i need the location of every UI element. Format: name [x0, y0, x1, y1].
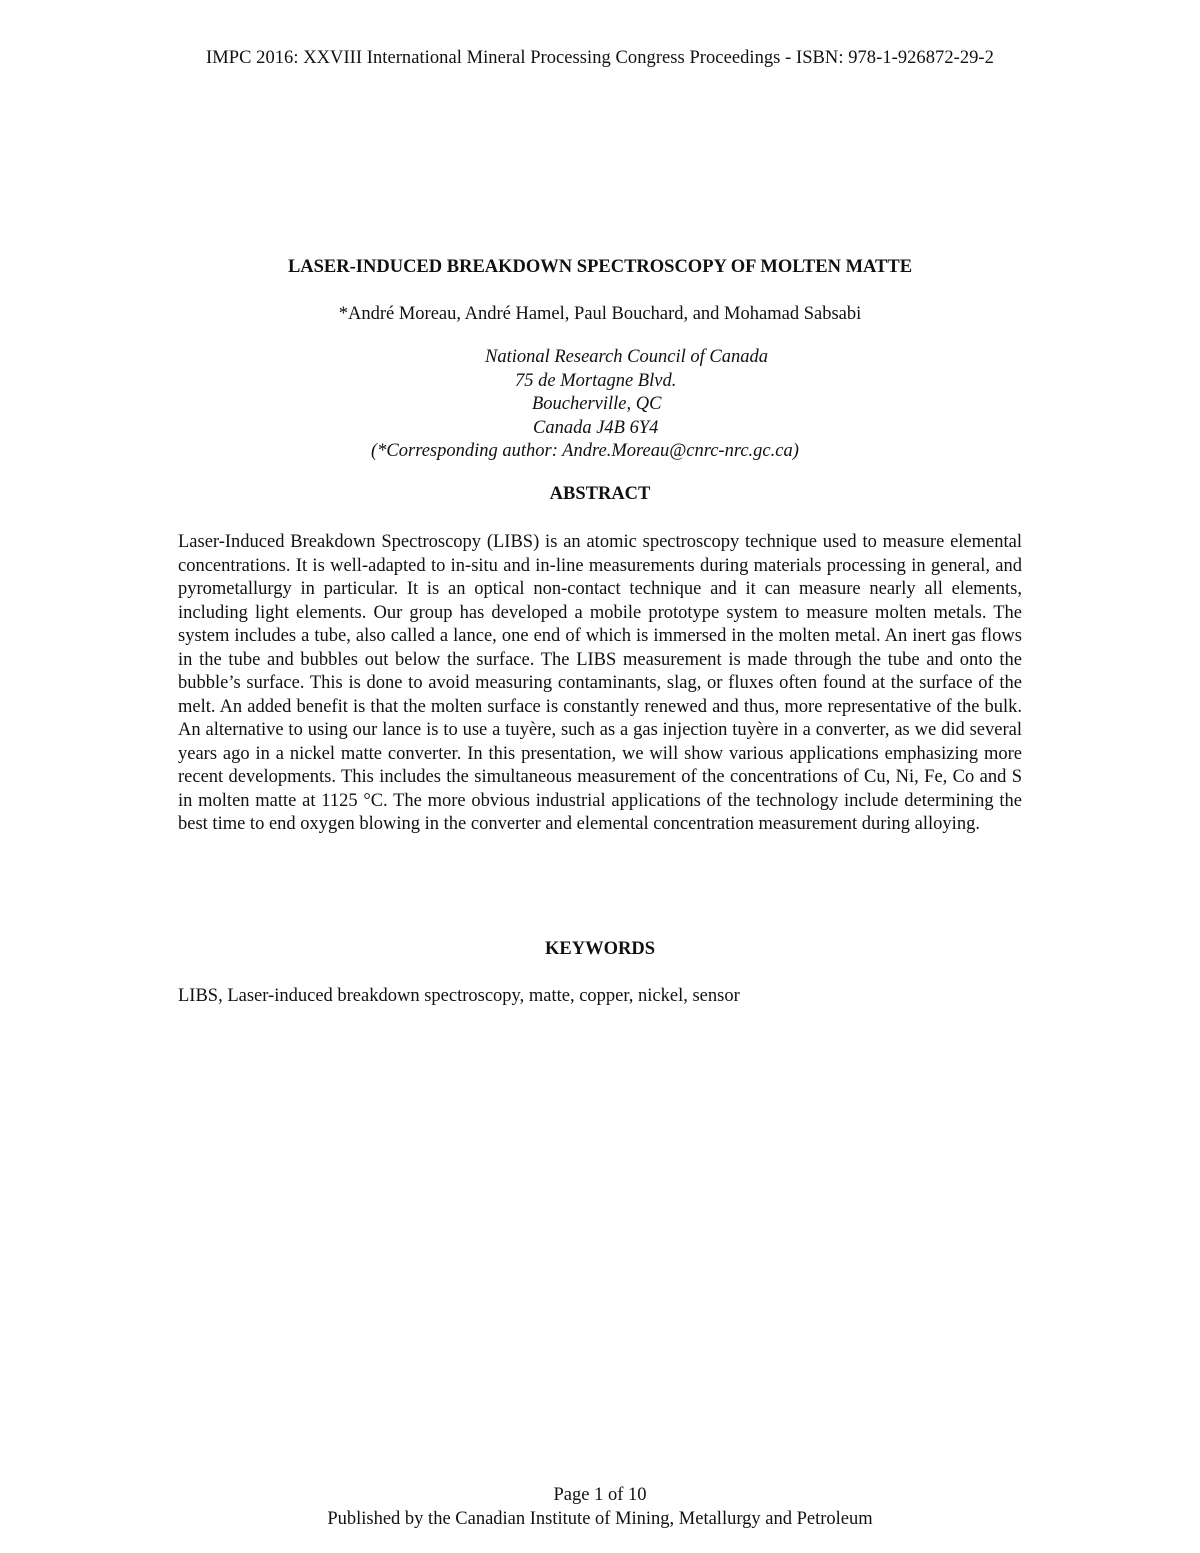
page-number: Page 1 of 10: [553, 1485, 647, 1505]
keywords-heading: KEYWORDS: [545, 939, 655, 959]
running-header: IMPC 2016: XXVIII International Mineral Processing Congress Proceedings - ISBN: 978-1-926872-29-2: [206, 48, 994, 68]
keywords-text: LIBS, Laser-induced breakdown spectroscopy, matte, copper, nickel, sensor: [178, 986, 740, 1006]
author-list: *André Moreau, André Hamel, Paul Bouchard, and Mohamad Sabsabi: [338, 304, 862, 324]
abstract-heading: ABSTRACT: [549, 484, 651, 504]
affiliation-country-postal: Canada J4B 6Y4: [533, 418, 659, 438]
affiliation-street: 75 de Mortagne Blvd.: [515, 371, 677, 391]
paper-title: LASER-INDUCED BREAKDOWN SPECTROSCOPY OF MOLTEN MATTE: [287, 257, 913, 277]
publisher-footer: Published by the Canadian Institute of Mining, Metallurgy and Petroleum: [327, 1509, 873, 1529]
abstract-text: Laser-Induced Breakdown Spectroscopy (LIBS) is an atomic spectroscopy technique used to measure elemental concentrations. It is well-adapted to in-situ and in-line measurements during materials processing in general, and pyrometallurgy in particular. It is an optical non-contact technique and it can measure nearly all elements, including light elements. Our group has developed a mobile prototype system to measure molten metals. The system includes a tube, also called a lance, one end of which is immersed in the molten metal. An inert gas flows in the tube and bubbles out below the surface. The LIBS measurement is made through the tube and onto the bubble’s surface. This is done to avoid measuring contaminants, slag, or fluxes often found at the surface of the melt. An added benefit is that the molten surface is constantly renewed and thus, more representative of the bulk. An alternative to using our lance is to use a tuyère, such as a gas injection tuyère in a converter, as we did several years ago in a nickel matte converter. In this presentation, we will show various applications emphasizing more recent developments. This includes the simultaneous measurement of the concentrations of Cu, Ni, Fe, Co and S in molten matte at 1125 °C. The more obvious industrial applications of the technology include determining the best time to end oxygen blowing in the converter and elemental concentration measurement during alloying.: [178, 532, 1022, 834]
corresponding-author-email: (*Corresponding author: Andre.Moreau@cnrc-nrc.gc.ca): [371, 441, 799, 461]
affiliation-city: Boucherville, QC: [532, 394, 662, 414]
affiliation-organization: National Research Council of Canada: [485, 347, 768, 367]
